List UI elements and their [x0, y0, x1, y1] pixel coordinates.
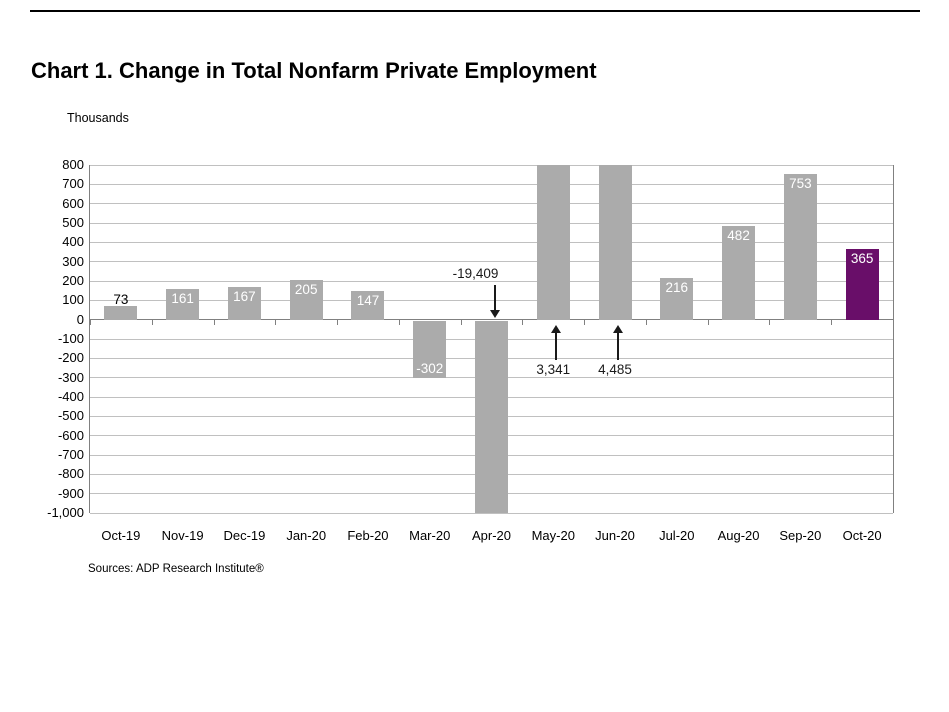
x-axis-label-Oct-20: Oct-20 [842, 528, 882, 543]
bar-value-label: 73 [113, 291, 129, 307]
gridline [90, 223, 893, 224]
annotation-arrow-shaft [494, 285, 496, 311]
top-divider-rule [30, 10, 920, 12]
y-axis-tick-label: -200 [57, 350, 84, 366]
bar-Jun-20 [599, 165, 632, 320]
bar-value-label: 161 [171, 290, 194, 306]
x-axis-label-Jul-20: Jul-20 [659, 528, 695, 543]
x-axis-tick [275, 320, 276, 325]
x-axis-label-Feb-20: Feb-20 [347, 528, 389, 543]
x-axis-label-Jan-20: Jan-20 [286, 528, 327, 543]
x-axis-tick [337, 320, 338, 325]
y-axis-tick-label: 700 [62, 176, 84, 192]
x-axis-tick [893, 320, 894, 325]
y-axis-tick-label: -600 [57, 427, 84, 443]
y-axis-tick-label: 100 [62, 292, 84, 308]
x-axis-label-Oct-19: Oct-19 [101, 528, 141, 543]
annotation-label: -19,409 [452, 266, 499, 281]
bar-Oct-19 [104, 306, 137, 320]
x-axis-label-Jun-20: Jun-20 [595, 528, 635, 543]
y-axis-tick-label: 500 [62, 215, 84, 230]
plot-right-border [893, 165, 894, 513]
x-axis-label-Aug-20: Aug-20 [717, 528, 760, 543]
x-axis-label-May-20: May-20 [531, 528, 575, 543]
y-axis-tick-label: 600 [62, 195, 84, 211]
x-axis-label-Dec-19: Dec-19 [223, 528, 266, 543]
y-axis-units-label: Thousands [67, 111, 129, 125]
y-axis-tick-label: -700 [57, 447, 84, 462]
gridline [90, 261, 893, 262]
bar-May-20 [537, 165, 570, 320]
bar-value-label: 482 [727, 228, 750, 244]
y-axis-tick-label: 400 [62, 234, 84, 250]
y-axis-tick-label: 800 [62, 157, 84, 172]
bar-Apr-20 [475, 321, 508, 513]
x-axis-tick [461, 320, 462, 325]
bar-value-label: 205 [294, 282, 318, 298]
gridline [90, 203, 893, 204]
annotation-label: 4,485 [598, 362, 632, 377]
y-axis-tick-label: -500 [57, 408, 84, 424]
y-axis-tick-label: 0 [76, 311, 84, 327]
bar-value-label: 147 [356, 293, 380, 309]
y-axis-tick-label: -300 [57, 369, 84, 385]
y-axis-tick-label: -900 [57, 485, 84, 501]
annotation-arrow-head [490, 310, 500, 318]
annotation-arrow-shaft [617, 332, 619, 360]
source-note: Sources: ADP Research Institute® [88, 563, 264, 575]
bar-value-label: -302 [416, 361, 444, 377]
bar-value-label: 167 [233, 289, 256, 305]
x-axis-tick [708, 320, 709, 325]
gridline [90, 165, 893, 166]
bar-value-label: 753 [789, 176, 812, 192]
x-axis-tick [152, 320, 153, 325]
x-axis-label-Apr-20: Apr-20 [471, 528, 512, 543]
y-axis-tick-label: -100 [57, 331, 84, 346]
chart-title: Chart 1. Change in Total Nonfarm Private Employment [31, 58, 597, 83]
bar-value-label: 365 [850, 251, 874, 267]
x-axis-label-Nov-19: Nov-19 [161, 528, 204, 543]
annotation-arrow-shaft [555, 332, 557, 360]
x-axis-tick [646, 320, 647, 325]
x-axis-tick [831, 320, 832, 325]
y-axis-tick-label: 300 [62, 253, 84, 269]
x-axis-tick [522, 320, 523, 325]
y-axis-tick-label: 200 [62, 273, 84, 288]
bar-Sep-20 [784, 174, 817, 320]
x-axis-tick [90, 320, 91, 325]
x-axis-label-Sep-20: Sep-20 [779, 528, 822, 543]
y-axis-tick-label: -800 [57, 466, 84, 482]
y-axis-tick-label: -1,000 [47, 505, 84, 520]
x-axis-tick [399, 320, 400, 325]
x-axis-tick [584, 320, 585, 325]
x-axis-label-Mar-20: Mar-20 [409, 528, 451, 543]
gridline [90, 242, 893, 243]
bar-value-label: 216 [665, 279, 689, 295]
y-axis-tick-label: -400 [57, 389, 84, 404]
x-axis-tick [214, 320, 215, 325]
x-axis-tick [769, 320, 770, 325]
annotation-label: 3,341 [536, 362, 571, 377]
y-axis-line [89, 165, 90, 513]
